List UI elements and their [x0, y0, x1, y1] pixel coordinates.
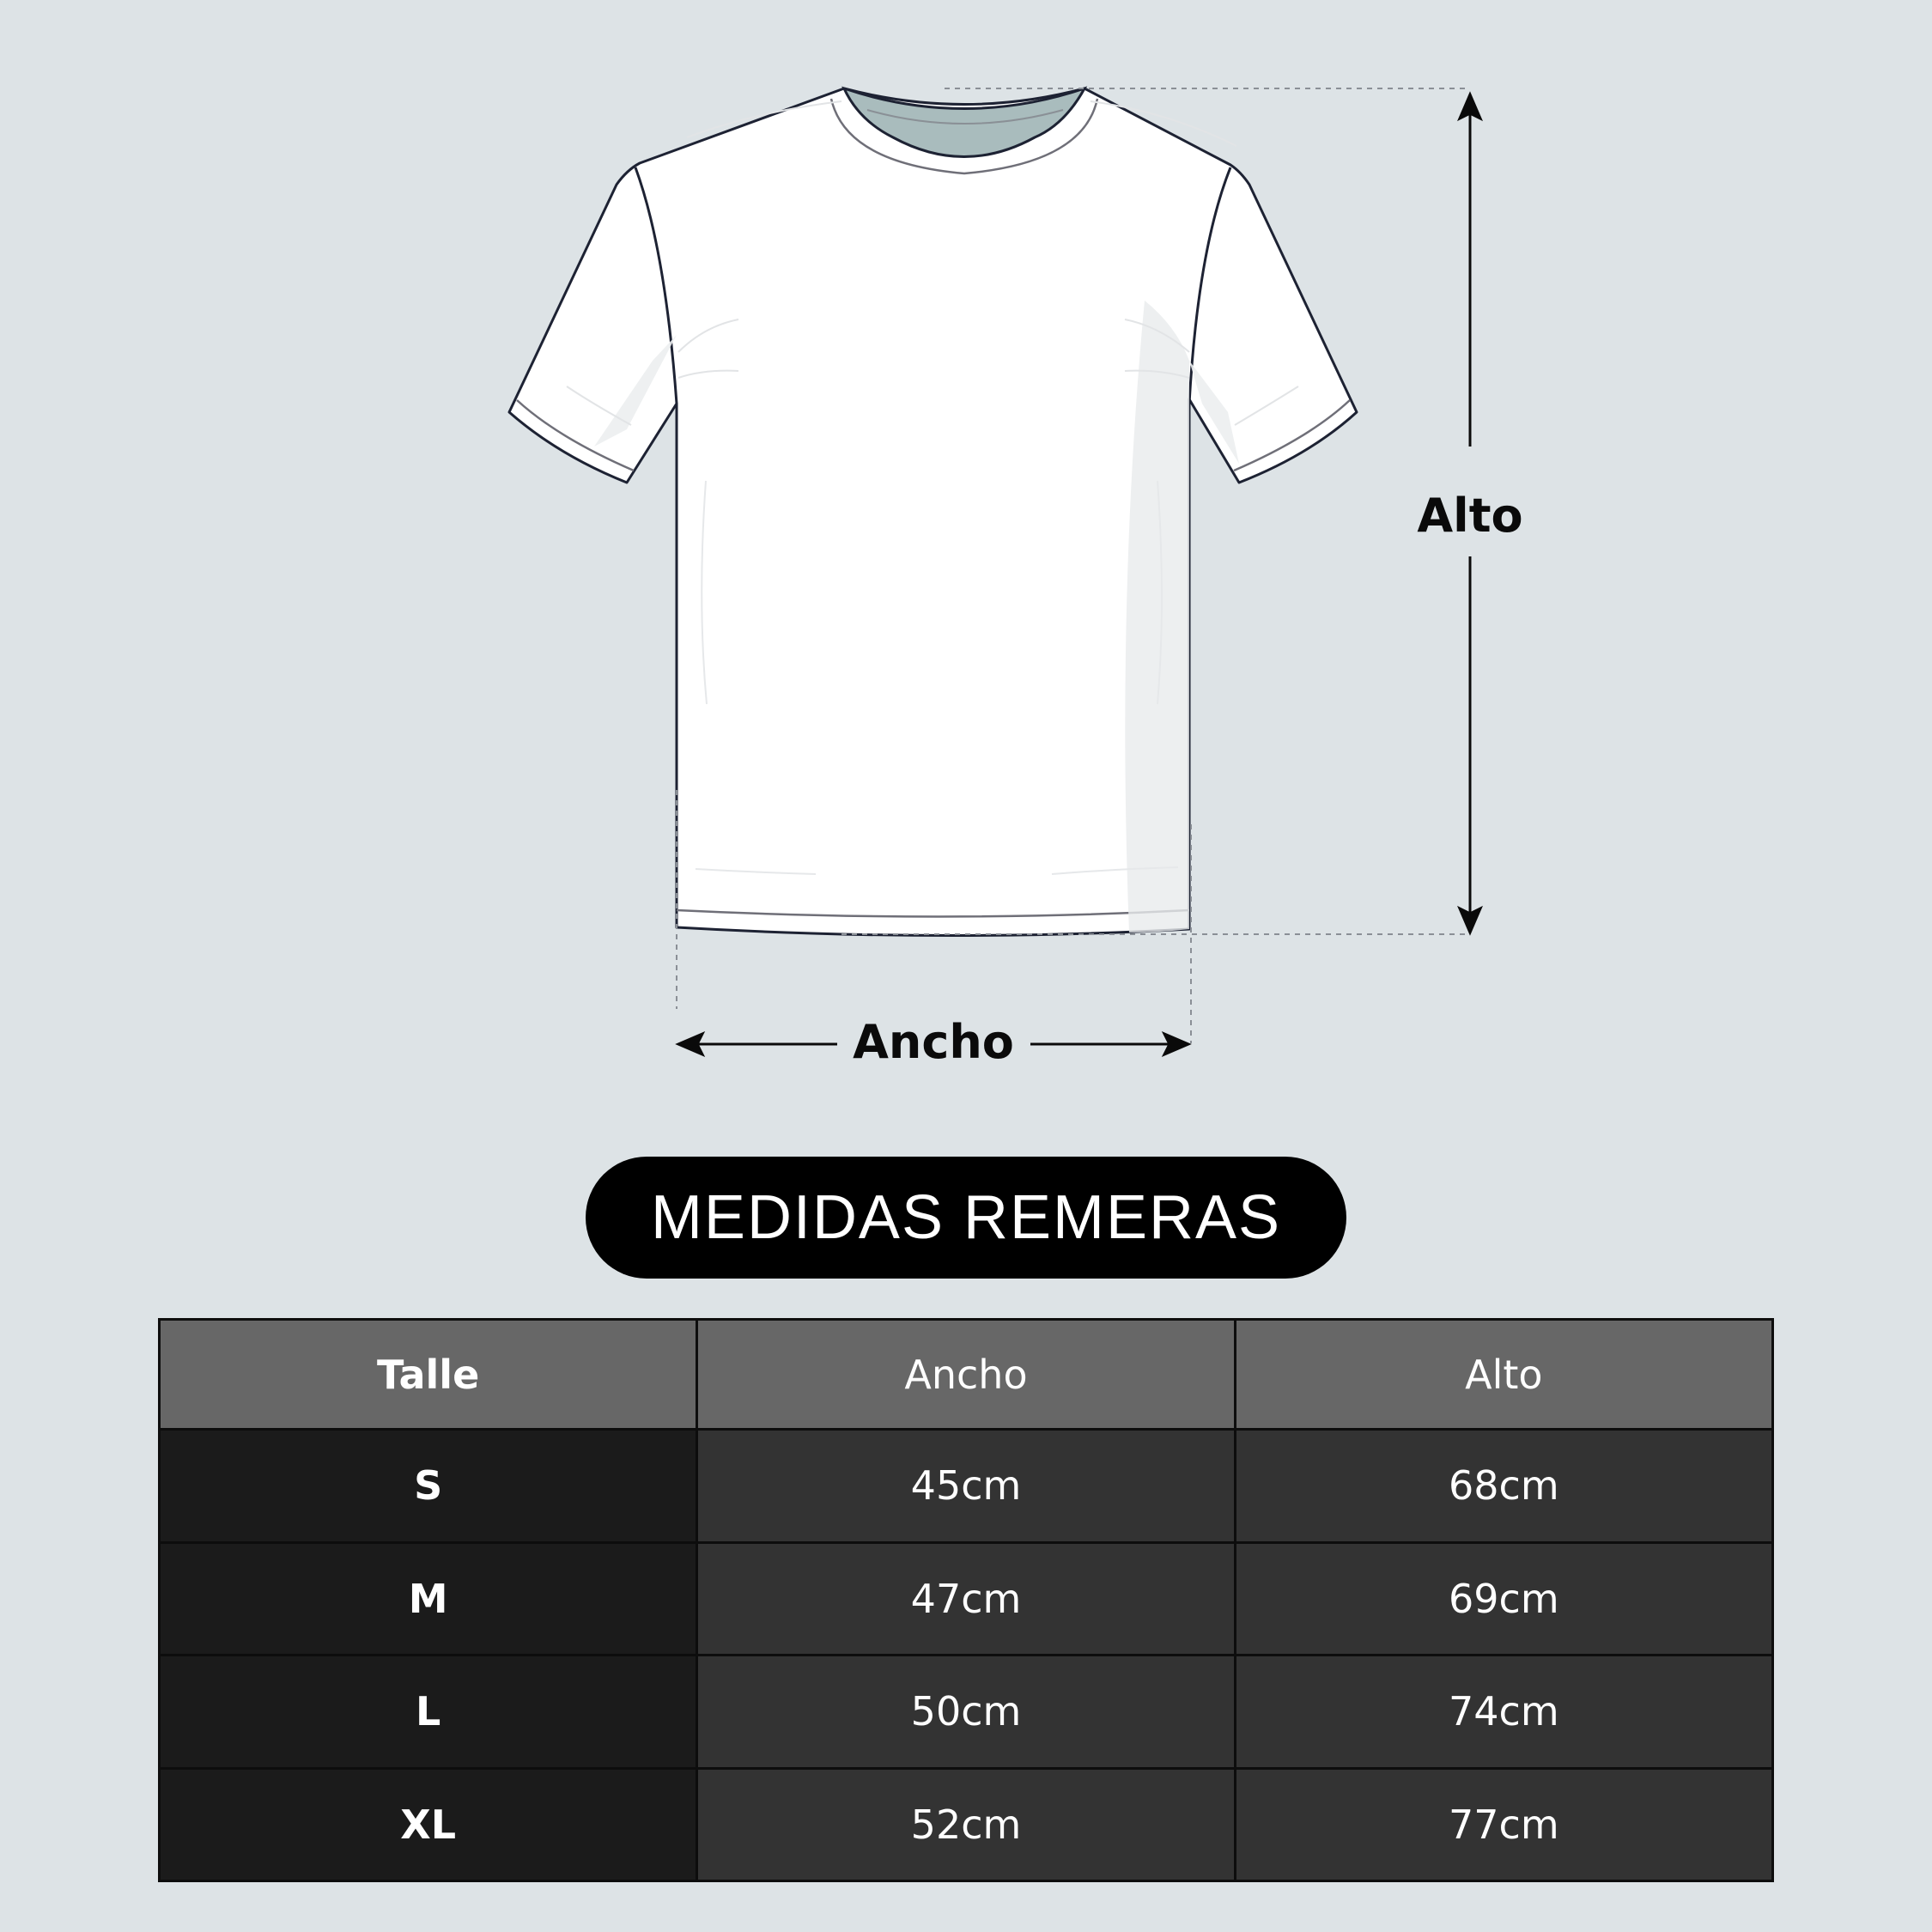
size-table [158, 1318, 1774, 1882]
table-row [160, 1656, 1773, 1769]
tshirt-body [509, 88, 1357, 936]
header-height: Alto [1235, 1320, 1772, 1430]
height-cell: 69cm [1235, 1542, 1772, 1656]
width-cell: 45cm [697, 1430, 1235, 1543]
table-header-row [160, 1320, 1773, 1430]
size-cell: L [160, 1656, 697, 1769]
table-row [160, 1768, 1773, 1881]
height-cell: 74cm [1235, 1656, 1772, 1769]
height-cell: 77cm [1235, 1768, 1772, 1881]
header-width: Ancho [697, 1320, 1235, 1430]
width-cell: 47cm [697, 1542, 1235, 1656]
header-size: Talle [160, 1320, 697, 1430]
table-row [160, 1542, 1773, 1656]
page-title: MEDIDAS REMERAS [650, 1183, 1282, 1252]
width-cell: 50cm [697, 1656, 1235, 1769]
width-label: Ancho [853, 1015, 1014, 1069]
size-cell: S [160, 1430, 697, 1543]
height-label: Alto [1417, 489, 1523, 543]
size-cell: M [160, 1542, 697, 1656]
width-cell: 52cm [697, 1768, 1235, 1881]
table-row [160, 1430, 1773, 1543]
size-cell: XL [160, 1768, 697, 1881]
height-cell: 68cm [1235, 1430, 1772, 1543]
title-pill [586, 1157, 1346, 1279]
